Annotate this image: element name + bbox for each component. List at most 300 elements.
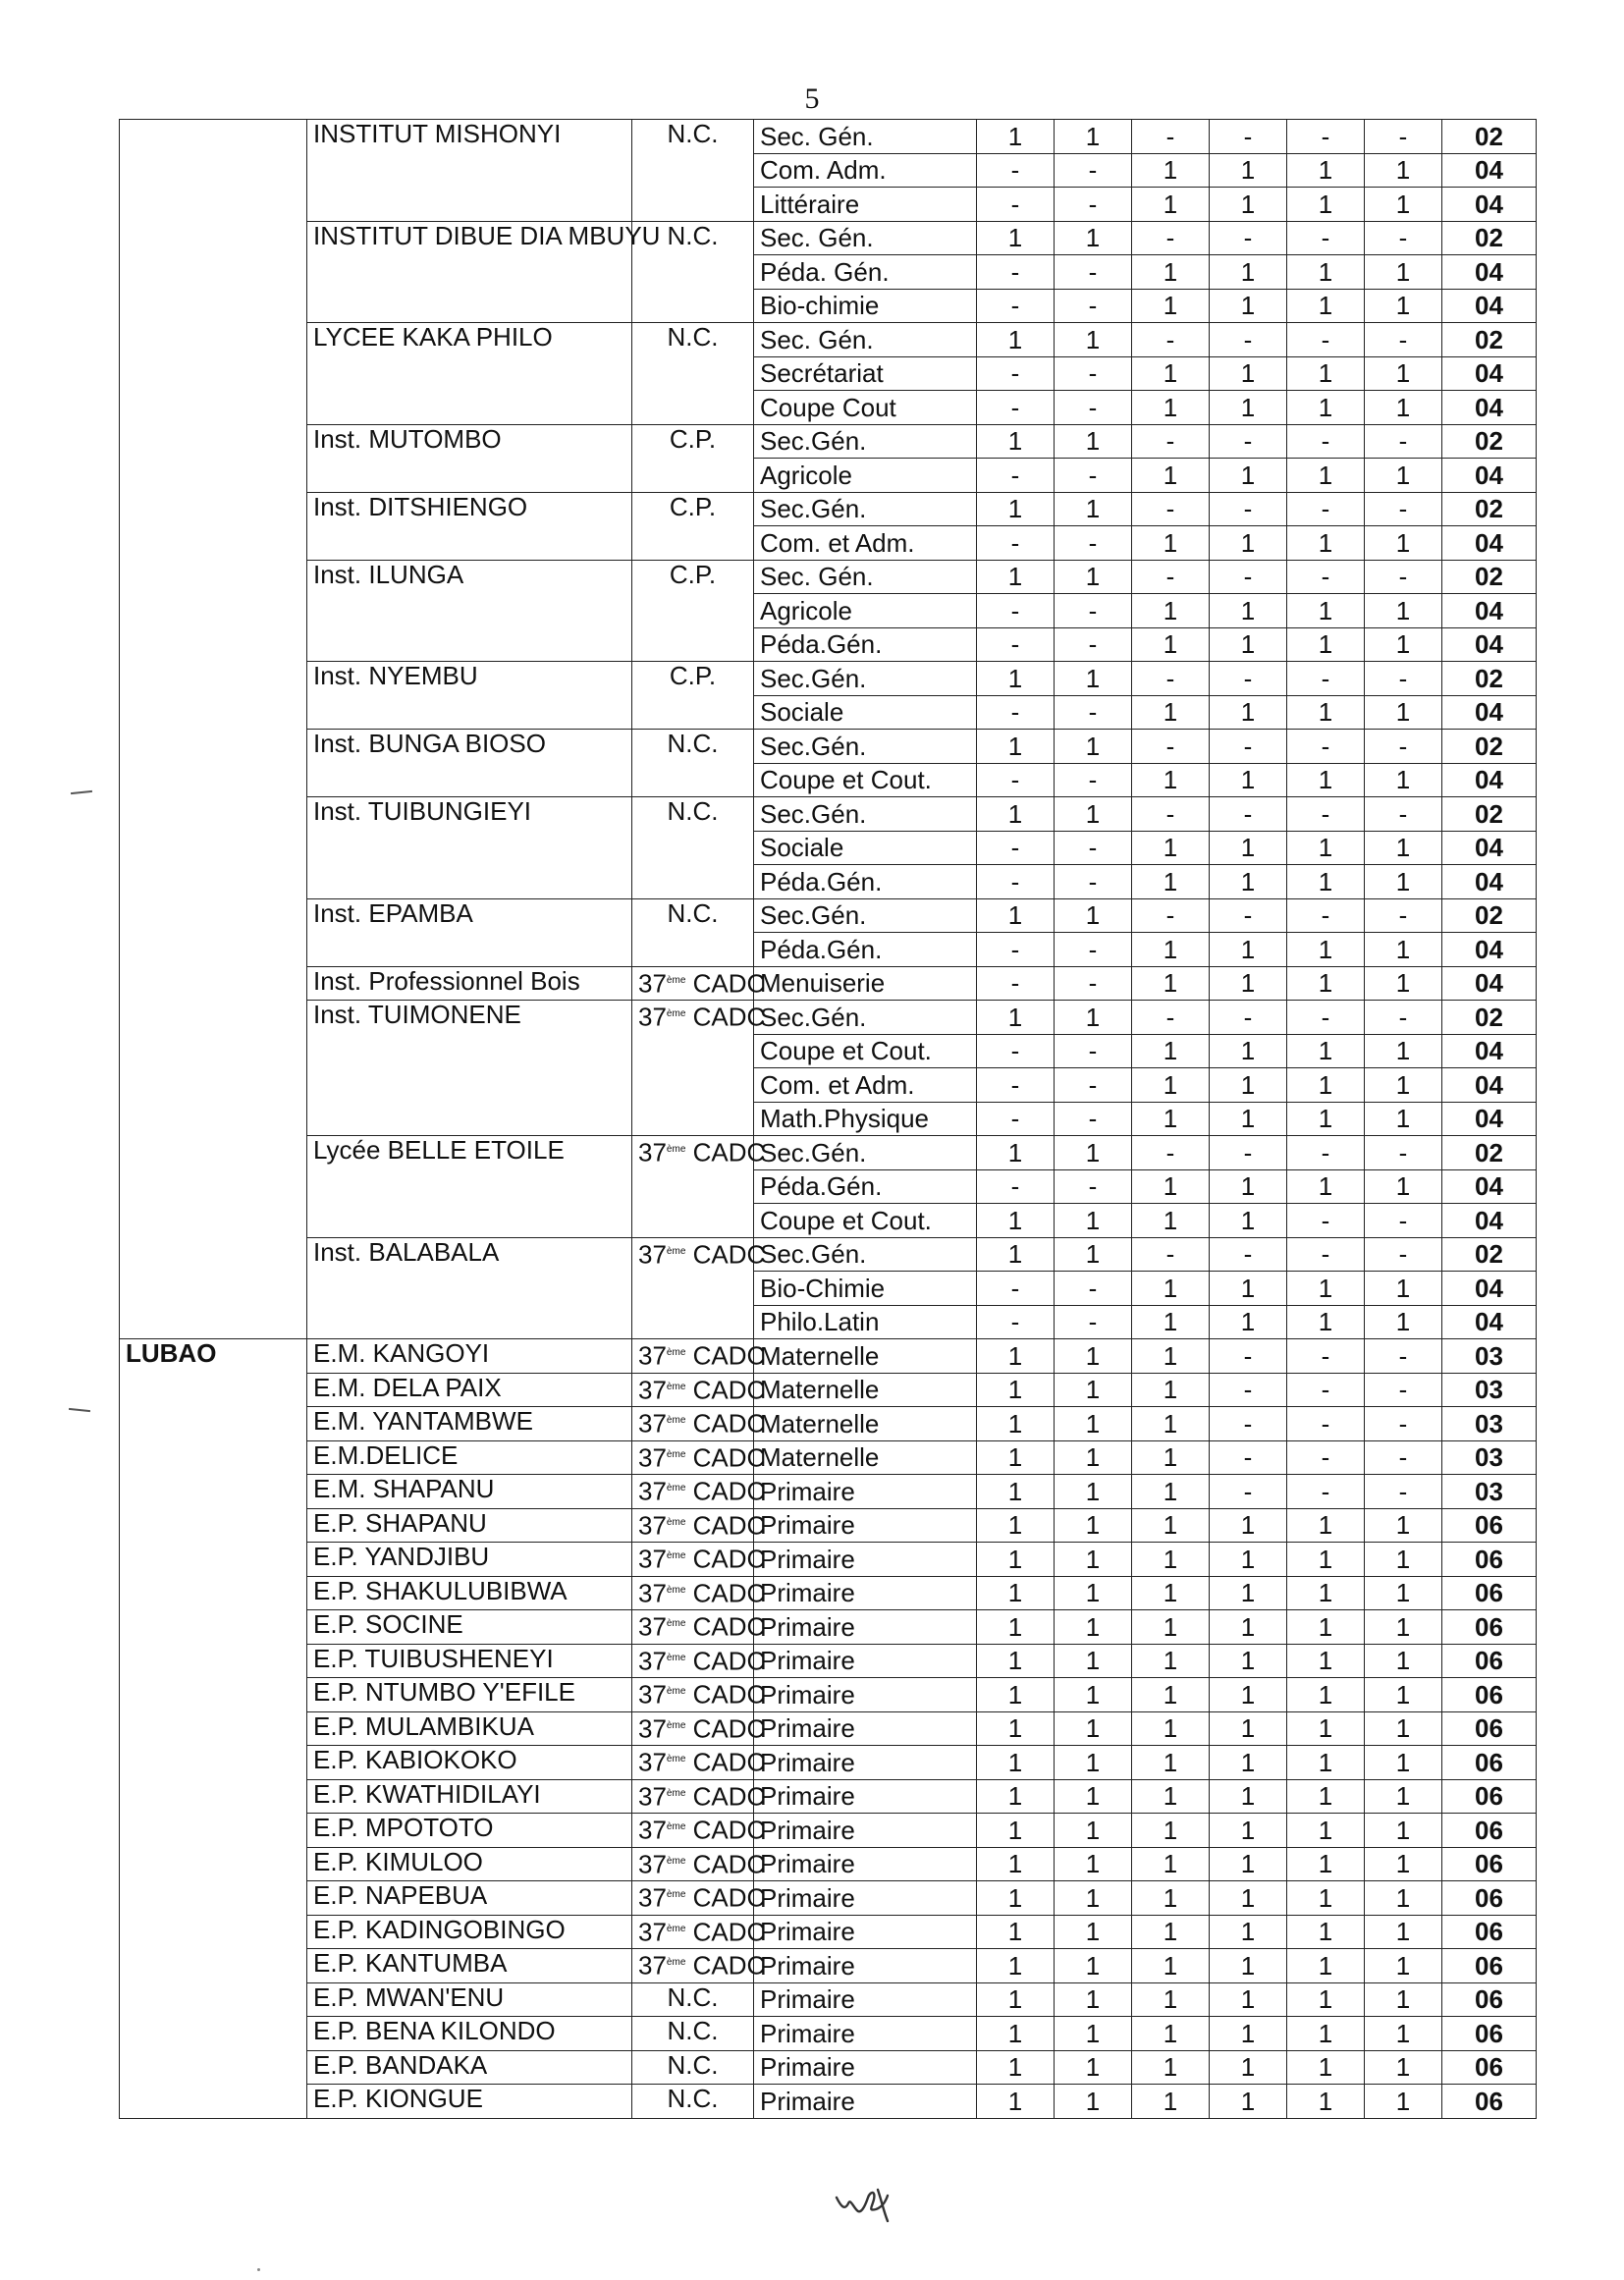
class-count: - [1055, 1102, 1132, 1136]
class-count: - [1287, 1407, 1365, 1441]
class-count: - [977, 627, 1055, 662]
option-name: Primaire [754, 1644, 977, 1678]
class-count: 1 [1132, 2085, 1210, 2119]
territory-cell: LUBAO [120, 1339, 307, 2119]
class-count: 1 [977, 1475, 1055, 1509]
school-status: 37ème CADC [632, 1881, 754, 1916]
class-count: 1 [1132, 763, 1210, 797]
school-status: 37ème CADC [632, 1373, 754, 1407]
school-name: Inst. TUIMONENE [307, 1001, 632, 1136]
class-count: 1 [1365, 1034, 1442, 1068]
table-row [120, 1949, 1537, 1983]
class-count: 1 [1132, 933, 1210, 967]
class-count: - [1365, 797, 1442, 832]
row-total: 02 [1442, 730, 1537, 764]
option-name: Coupe et Cout. [754, 763, 977, 797]
row-total: 04 [1442, 356, 1537, 391]
school-classes-table [119, 119, 1537, 2119]
row-total: 04 [1442, 1305, 1537, 1339]
school-status: C.P. [632, 424, 754, 492]
class-count: 1 [1287, 526, 1365, 561]
class-count: 1 [1365, 695, 1442, 730]
class-count: - [977, 1272, 1055, 1306]
row-total: 06 [1442, 1543, 1537, 1577]
class-count: - [977, 1034, 1055, 1068]
class-count: 1 [1132, 1982, 1210, 2017]
table-row [120, 1576, 1537, 1610]
school-name: E.P. KIMULOO [307, 1847, 632, 1881]
school-status: 37ème CADC [632, 1508, 754, 1543]
class-count: 1 [1365, 2085, 1442, 2119]
option-name: Com. et Adm. [754, 1068, 977, 1103]
class-count: 1 [1055, 1204, 1132, 1238]
class-count: - [1287, 1237, 1365, 1272]
row-total: 06 [1442, 2017, 1537, 2051]
row-total: 02 [1442, 1237, 1537, 1272]
option-name: Sec.Gén. [754, 1136, 977, 1170]
row-total: 06 [1442, 1644, 1537, 1678]
class-count: 1 [1287, 1610, 1365, 1645]
class-count: - [1055, 1034, 1132, 1068]
row-total: 04 [1442, 1068, 1537, 1103]
option-name: Sec. Gén. [754, 120, 977, 154]
school-name: E.P. SOCINE [307, 1610, 632, 1645]
class-count: 1 [977, 898, 1055, 933]
ordinal-suffix: ème [666, 1381, 686, 1392]
class-count: 1 [1287, 1881, 1365, 1916]
class-count: 1 [977, 492, 1055, 526]
page-number: 5 [804, 82, 820, 115]
option-name: Primaire [754, 1508, 977, 1543]
school-status: N.C. [632, 323, 754, 425]
class-count: 1 [1132, 1169, 1210, 1204]
class-count: 1 [1287, 1746, 1365, 1780]
school-name: E.P. KANTUMBA [307, 1949, 632, 1983]
class-count: 1 [1365, 1915, 1442, 1949]
class-count: 1 [1210, 2085, 1287, 2119]
ordinal-suffix: ème [666, 1652, 686, 1663]
class-count: 1 [1365, 1847, 1442, 1881]
class-count: - [977, 153, 1055, 188]
school-status: 37ème CADC [632, 1543, 754, 1577]
school-name: E.P. MULAMBIKUA [307, 1711, 632, 1746]
row-total: 04 [1442, 695, 1537, 730]
ordinal-suffix: ème [666, 1719, 686, 1731]
class-count: - [1210, 1001, 1287, 1035]
class-count: 1 [1132, 2050, 1210, 2085]
class-count: 1 [1132, 356, 1210, 391]
row-total: 04 [1442, 391, 1537, 425]
option-name: Coupe et Cout. [754, 1204, 977, 1238]
class-count: 1 [1210, 153, 1287, 188]
table-row [120, 492, 1537, 526]
row-total: 02 [1442, 221, 1537, 255]
table-body [120, 120, 1537, 2119]
class-count: 1 [1287, 1678, 1365, 1712]
class-count: 1 [977, 1746, 1055, 1780]
school-status: 37ème CADC [632, 1711, 754, 1746]
class-count: 1 [1055, 2017, 1132, 2051]
option-name: Com. Adm. [754, 153, 977, 188]
row-total: 03 [1442, 1475, 1537, 1509]
option-name: Sec.Gén. [754, 424, 977, 459]
option-name: Péda.Gén. [754, 627, 977, 662]
class-count: 1 [1210, 831, 1287, 865]
class-count: 1 [977, 1915, 1055, 1949]
ordinal-suffix: ème [666, 1618, 686, 1629]
row-total: 04 [1442, 966, 1537, 1001]
ordinal-suffix: ème [666, 1923, 686, 1934]
class-count: 1 [1055, 1373, 1132, 1407]
class-count: - [1055, 526, 1132, 561]
option-name: Littéraire [754, 188, 977, 222]
class-count: 1 [1365, 1982, 1442, 2017]
class-count: 1 [1055, 1982, 1132, 2017]
school-status: 37ème CADC [632, 1678, 754, 1712]
option-name: Primaire [754, 1949, 977, 1983]
row-total: 02 [1442, 323, 1537, 357]
class-count: 1 [1287, 1847, 1365, 1881]
class-count: 1 [1210, 695, 1287, 730]
school-name: E.P. KADINGOBINGO [307, 1915, 632, 1949]
school-name: Inst. MUTOMBO [307, 424, 632, 492]
class-count: 1 [1287, 459, 1365, 493]
class-count: - [1132, 492, 1210, 526]
class-count: 1 [1287, 1915, 1365, 1949]
option-name: Sec. Gén. [754, 560, 977, 594]
school-name: INSTITUT MISHONYI [307, 120, 632, 222]
class-count: - [1287, 492, 1365, 526]
school-name: E.P. TUIBUSHENEYI [307, 1644, 632, 1678]
school-status: 37ème CADC [632, 1136, 754, 1238]
row-total: 04 [1442, 1102, 1537, 1136]
row-total: 06 [1442, 1881, 1537, 1916]
class-count: - [1365, 1136, 1442, 1170]
class-count: - [1210, 1373, 1287, 1407]
school-name: Inst. DITSHIENGO [307, 492, 632, 560]
school-status: N.C. [632, 2050, 754, 2085]
class-count: 1 [977, 1678, 1055, 1712]
class-count: 1 [1365, 966, 1442, 1001]
table-row [120, 120, 1537, 154]
row-total: 04 [1442, 526, 1537, 561]
class-count: 1 [1210, 1915, 1287, 1949]
class-count: 1 [1055, 492, 1132, 526]
row-total: 04 [1442, 289, 1537, 323]
class-count: 1 [1055, 120, 1132, 154]
table-row [120, 1678, 1537, 1712]
option-name: Maternelle [754, 1440, 977, 1475]
row-total: 04 [1442, 1034, 1537, 1068]
class-count: 1 [977, 2050, 1055, 2085]
class-count: 1 [1132, 1610, 1210, 1645]
class-count: - [1365, 424, 1442, 459]
table-row [120, 1136, 1537, 1170]
option-name: Sec.Gén. [754, 662, 977, 696]
class-count: - [1210, 1136, 1287, 1170]
class-count: 1 [1132, 1440, 1210, 1475]
table-row [120, 1746, 1537, 1780]
class-count: 1 [1132, 1339, 1210, 1374]
class-count: - [1055, 1305, 1132, 1339]
class-count: 1 [1055, 1001, 1132, 1035]
ordinal-suffix: ème [666, 1550, 686, 1561]
class-count: 1 [1210, 2050, 1287, 2085]
class-count: - [1055, 933, 1132, 967]
class-count: 1 [977, 1001, 1055, 1035]
option-name: Péda. Gén. [754, 255, 977, 290]
table-row [120, 323, 1537, 357]
school-status: 37ème CADC [632, 1440, 754, 1475]
class-count: 1 [1055, 1711, 1132, 1746]
class-count: - [1055, 865, 1132, 899]
class-count: - [1055, 1169, 1132, 1204]
class-count: - [1132, 323, 1210, 357]
school-name: E.M. SHAPANU [307, 1475, 632, 1509]
class-count: - [1055, 255, 1132, 290]
class-count: - [1055, 594, 1132, 628]
option-name: Maternelle [754, 1339, 977, 1374]
school-status: C.P. [632, 492, 754, 560]
class-count: 1 [1055, 898, 1132, 933]
class-count: 1 [1365, 2017, 1442, 2051]
table-row [120, 560, 1537, 594]
class-count: 1 [1210, 255, 1287, 290]
school-name: Inst. Professionnel Bois [307, 966, 632, 1001]
class-count: 1 [1210, 1949, 1287, 1983]
row-total: 04 [1442, 831, 1537, 865]
class-count: 1 [977, 323, 1055, 357]
class-count: 1 [977, 1949, 1055, 1983]
option-name: Primaire [754, 1779, 977, 1814]
class-count: 1 [1365, 1949, 1442, 1983]
school-name: E.P. BANDAKA [307, 2050, 632, 2085]
class-count: 1 [1287, 1102, 1365, 1136]
class-count: - [1365, 1001, 1442, 1035]
class-count: - [977, 526, 1055, 561]
class-count: 1 [1287, 1305, 1365, 1339]
class-count: 1 [1210, 594, 1287, 628]
class-count: 1 [977, 1576, 1055, 1610]
class-count: 1 [1287, 1169, 1365, 1204]
school-name: E.P. MPOTOTO [307, 1814, 632, 1848]
school-status: 37ème CADC [632, 966, 754, 1001]
class-count: 1 [1287, 627, 1365, 662]
school-name: E.P. KWATHIDILAYI [307, 1779, 632, 1814]
option-name: Com. et Adm. [754, 526, 977, 561]
row-total: 06 [1442, 1711, 1537, 1746]
class-count: 1 [1210, 1068, 1287, 1103]
class-count: - [1365, 1440, 1442, 1475]
class-count: 1 [1287, 695, 1365, 730]
class-count: 1 [1055, 1644, 1132, 1678]
ordinal-suffix: ème [666, 1855, 686, 1867]
class-count: 1 [1132, 1847, 1210, 1881]
class-count: 1 [977, 1779, 1055, 1814]
school-name: E.P. NTUMBO Y'EFILE [307, 1678, 632, 1712]
class-count: 1 [1055, 1475, 1132, 1509]
class-count: 1 [1287, 1068, 1365, 1103]
option-name: Péda.Gén. [754, 933, 977, 967]
class-count: 1 [1210, 933, 1287, 967]
class-count: 1 [1210, 1847, 1287, 1881]
class-count: 1 [1287, 356, 1365, 391]
class-count: 1 [1287, 1272, 1365, 1306]
class-count: - [1210, 492, 1287, 526]
school-status: N.C. [632, 2017, 754, 2051]
row-total: 02 [1442, 797, 1537, 832]
class-count: 1 [1055, 2085, 1132, 2119]
school-name: Inst. BALABALA [307, 1237, 632, 1339]
school-name: Inst. BUNGA BIOSO [307, 730, 632, 797]
class-count: 1 [1132, 1746, 1210, 1780]
class-count: - [1132, 424, 1210, 459]
class-count: 1 [1210, 1746, 1287, 1780]
school-status: 37ème CADC [632, 1949, 754, 1983]
row-total: 04 [1442, 153, 1537, 188]
class-count: - [1210, 221, 1287, 255]
school-status: N.C. [632, 120, 754, 222]
table-row [120, 424, 1537, 459]
class-count: 1 [1287, 1814, 1365, 1848]
class-count: 1 [1132, 1881, 1210, 1916]
class-count: 1 [1287, 1644, 1365, 1678]
ordinal-suffix: ème [666, 1821, 686, 1832]
option-name: Agricole [754, 594, 977, 628]
class-count: 1 [1287, 1779, 1365, 1814]
school-name: Inst. TUIBUNGIEYI [307, 797, 632, 899]
school-status: C.P. [632, 662, 754, 730]
class-count: 1 [1287, 1711, 1365, 1746]
class-count: 1 [1365, 2050, 1442, 2085]
class-count: - [1132, 898, 1210, 933]
class-count: 1 [1055, 1746, 1132, 1780]
class-count: 1 [1287, 933, 1365, 967]
ordinal-suffix: ème [666, 1245, 686, 1257]
class-count: - [1210, 898, 1287, 933]
class-count: - [977, 865, 1055, 899]
class-count: 1 [1210, 865, 1287, 899]
class-count: 1 [1132, 966, 1210, 1001]
class-count: 1 [1055, 1881, 1132, 1916]
option-name: Agricole [754, 459, 977, 493]
class-count: 1 [1132, 1475, 1210, 1509]
class-count: - [1055, 391, 1132, 425]
class-count: - [1287, 221, 1365, 255]
table-row [120, 1508, 1537, 1543]
school-name: E.P. MWAN'ENU [307, 1982, 632, 2017]
class-count: - [977, 763, 1055, 797]
row-total: 06 [1442, 1847, 1537, 1881]
class-count: 1 [1055, 560, 1132, 594]
table-row [120, 1339, 1537, 1374]
table-row [120, 1644, 1537, 1678]
table-row [120, 1407, 1537, 1441]
table-row [120, 1373, 1537, 1407]
class-count: 1 [977, 1237, 1055, 1272]
class-count: 1 [1210, 966, 1287, 1001]
row-total: 02 [1442, 898, 1537, 933]
class-count: - [1132, 120, 1210, 154]
option-name: Primaire [754, 1543, 977, 1577]
class-count: - [1365, 221, 1442, 255]
class-count: 1 [1055, 221, 1132, 255]
school-status: 37ème CADC [632, 1644, 754, 1678]
class-count: - [977, 966, 1055, 1001]
class-count: - [1210, 1475, 1287, 1509]
class-count: - [1055, 356, 1132, 391]
option-name: Péda.Gén. [754, 1169, 977, 1204]
class-count: 1 [1365, 1305, 1442, 1339]
class-count: 1 [1132, 831, 1210, 865]
school-status: 37ème CADC [632, 1610, 754, 1645]
margin-tick-icon [71, 790, 92, 794]
handwritten-initials-icon [833, 2182, 893, 2225]
option-name: Sec.Gén. [754, 797, 977, 832]
class-count: 1 [1210, 391, 1287, 425]
class-count: 1 [1055, 1779, 1132, 1814]
option-name: Primaire [754, 1711, 977, 1746]
school-status: N.C. [632, 797, 754, 899]
class-count: - [1287, 1373, 1365, 1407]
class-count: - [977, 1068, 1055, 1103]
option-name: Primaire [754, 1982, 977, 2017]
option-name: Primaire [754, 2017, 977, 2051]
class-count: 1 [1132, 627, 1210, 662]
class-count: 1 [1132, 1949, 1210, 1983]
row-total: 02 [1442, 424, 1537, 459]
class-count: 1 [1132, 1305, 1210, 1339]
class-count: 1 [977, 424, 1055, 459]
class-count: 1 [1210, 1543, 1287, 1577]
option-name: Coupe Cout [754, 391, 977, 425]
class-count: - [1210, 662, 1287, 696]
class-count: 1 [1055, 1407, 1132, 1441]
class-count: - [1132, 1237, 1210, 1272]
class-count: - [1132, 221, 1210, 255]
class-count: 1 [1210, 188, 1287, 222]
class-count: 1 [1365, 459, 1442, 493]
class-count: 1 [1287, 1543, 1365, 1577]
option-name: Sec.Gén. [754, 898, 977, 933]
row-total: 06 [1442, 1746, 1537, 1780]
class-count: 1 [1055, 1440, 1132, 1475]
school-status: 37ème CADC [632, 1746, 754, 1780]
class-count: 1 [1287, 763, 1365, 797]
margin-tick-icon [69, 1408, 90, 1412]
class-count: 1 [1365, 1102, 1442, 1136]
row-total: 06 [1442, 1508, 1537, 1543]
table-row [120, 1475, 1537, 1509]
option-name: Primaire [754, 2085, 977, 2119]
class-count: - [1055, 695, 1132, 730]
row-total: 03 [1442, 1407, 1537, 1441]
class-count: 1 [1210, 1272, 1287, 1306]
school-status: N.C. [632, 221, 754, 323]
class-count: 1 [1132, 695, 1210, 730]
class-count: 1 [1365, 1272, 1442, 1306]
class-count: - [977, 1305, 1055, 1339]
class-count: 1 [977, 1610, 1055, 1645]
class-count: 1 [977, 1711, 1055, 1746]
class-count: 1 [977, 1814, 1055, 1848]
option-name: Sec.Gén. [754, 1237, 977, 1272]
school-status: 37ème CADC [632, 1814, 754, 1848]
option-name: Math.Physique [754, 1102, 977, 1136]
school-status: C.P. [632, 560, 754, 662]
class-count: 1 [977, 2017, 1055, 2051]
class-count: 1 [1365, 1068, 1442, 1103]
